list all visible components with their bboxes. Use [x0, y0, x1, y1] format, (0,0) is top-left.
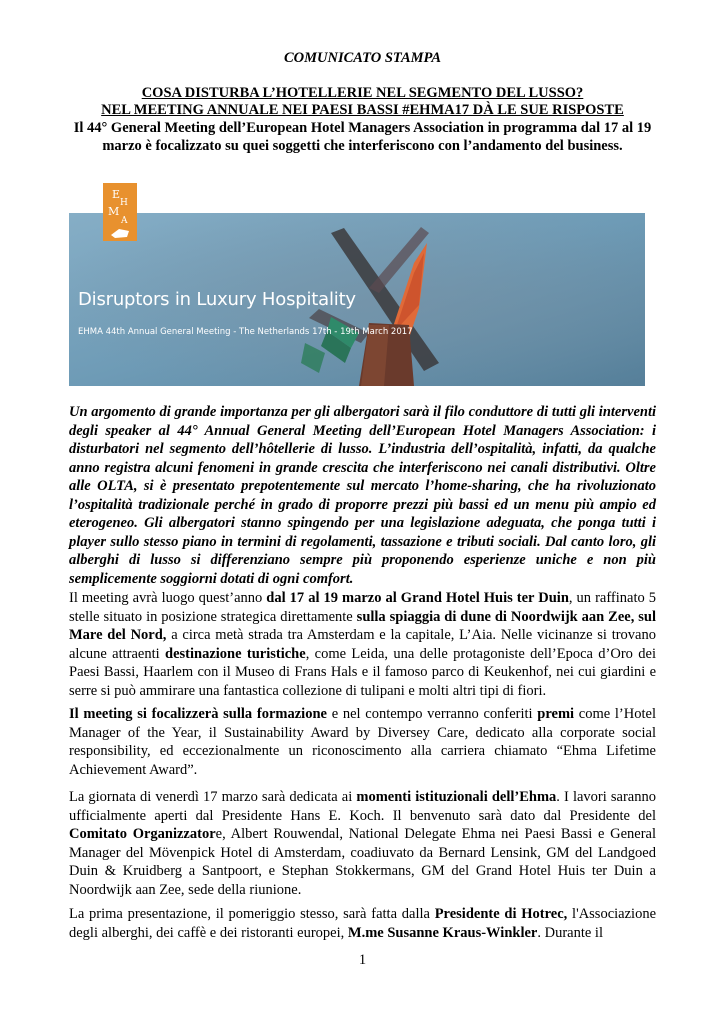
intro-paragraph: Un argomento di grande importanza per gli albergatori sarà il filo conduttore di tutti gli interventi degli speaker al 44° Annual General Meeting dell’European Hotel Managers Association: i disturbatori nel segmento dell’hôtellerie di lusso. L’industria dell’ospitalità, infatti, da qualche anno registra alcuni fenomeni in grande crescita che interferiscono nei canali distributivi. Oltre alle OLTA, si è presentato prepotentemente sul mercato l’home-sharing, che ha rivoluzionato l’ospitalità tradizionale perché in grado di proporre prezzi più bassi ed un menu più ampio ed eterogeneo. Gli albergatori stanno spingendo per una legislazione adeguata, che ponga tutti i player sullo stesso piano in termini di regolamenti, tassazione e tributi sociali. Dal canto loro, gli alberghi di lusso si differenziano sempre più proponendo esperienze uniche e non più semplicemente soggiorni dotati di ogni comfort. [69, 404, 656, 587]
ehma-logo-icon [103, 183, 137, 241]
subheadline: Il 44° General Meeting dell’European Hotel Managers Association in programma dal 17 al 19 marzo è focalizzato su quei soggetti che interferiscono con l’andamento del business. [73, 120, 652, 154]
text-run: . Durante il [537, 924, 603, 941]
friday-paragraph [69, 788, 656, 899]
training-focus-bold: Il meeting si focalizzerà sulla formazione [69, 706, 327, 722]
text-run: come l’Hotel Manager of the Year, il Sustainability Award by Diversey Care, dedicato alla corporate social responsibility, ed eccezionalmente un riconoscimento alla carriera chiamato “Ehma Lifetime Achievement Award”. [69, 706, 656, 778]
institutional-moments-bold: momenti istituzionali dell’Ehma [356, 789, 557, 805]
text-run: , come Leida, una delle protagoniste dell’Epoca d’Oro dei Paesi Bassi, Haarlem con il Museo di Frans Hals e il famoso parco di Keukenhof, nei cui giardini e serre si può ammirare una fantastica collezione di tulipani e molti altri tipi di fiori. [69, 645, 656, 699]
press-release-label: COMUNICATO STAMPA [284, 50, 441, 66]
svg-text:M: M [108, 205, 120, 218]
headline-line-2: NEL MEETING ANNUALE NEI PAESI BASSI #EHMA17 DÀ LE SUE RISPOSTE [101, 102, 624, 118]
organizing-committee-bold: Comitato Organizzator [69, 826, 216, 842]
page-number: 1 [358, 952, 367, 968]
banner-subtitle: EHMA 44th Annual General Meeting - The Netherlands 17th - 19th March 2017 [78, 327, 413, 337]
svg-text:H: H [120, 198, 128, 208]
banner-title: Disruptors in Luxury Hospitality [78, 289, 356, 310]
text-run: La giornata di venerdì 17 marzo sarà dedicata ai [69, 789, 357, 805]
text-run: . I lavori saranno ufficialmente aperti dal Presidente Hans E. Koch. Il benvenuto sarà dato dal Presidente del [69, 789, 656, 824]
awards-bold: premi [537, 706, 575, 722]
text-run: Il meeting avrà luogo quest’anno [69, 590, 267, 606]
venue-paragraph [69, 589, 656, 700]
dates-venue-bold: dal 17 al 19 marzo al Grand Hotel Huis ter Duin [266, 590, 569, 606]
location-bold: sulla spiaggia di dune di Noordwijk aan Zee, sul Mare del Nord, [69, 608, 656, 643]
text-run: l'Associazione degli alberghi, dei caffè e dei ristoranti europei, [69, 906, 656, 941]
headline-line-1: COSA DISTURBA L’HOTELLERIE NEL SEGMENTO DEL LUSSO? [141, 85, 584, 101]
ehma-logo [103, 183, 137, 241]
text-run: La prima presentazione, il pomeriggio stesso, sarà fatta dalla [69, 906, 435, 922]
speaker-name-bold: M.me Susanne Kraus-Winkler [347, 924, 538, 941]
banner-image [69, 213, 645, 386]
training-awards-paragraph [69, 705, 656, 779]
text-run: e, Albert Rouwendal, National Delegate Ehma nei Paesi Bassi e General Manager del Mövenpick Hotel di Amsterdam, coadiuvato da Bernard Lensink, GM del Landgoed Duin & Kruidberg a Santpoort, e Stephan Stokkermans, GM del Grand Hotel Huis ter Duin a Noordwijk aan Zee, sede della riunione. [69, 826, 656, 898]
hotrec-president-bold: Presidente di Hotrec, [434, 906, 568, 922]
text-run: , un raffinato 5 stelle situato in posizione strategica direttamente [69, 590, 656, 625]
svg-text:E: E [112, 188, 121, 201]
text-run: e nel contempo verranno conferiti [326, 706, 538, 722]
svg-text:A: A [121, 216, 128, 226]
text-run: a circa metà strada tra Amsterdam e la capitale, L’Aia. Nelle vicinanze si trovano alcune attraenti [69, 627, 656, 662]
tourist-destinations-bold: destinazione turistiche [165, 645, 306, 662]
first-presentation-paragraph [69, 905, 656, 942]
